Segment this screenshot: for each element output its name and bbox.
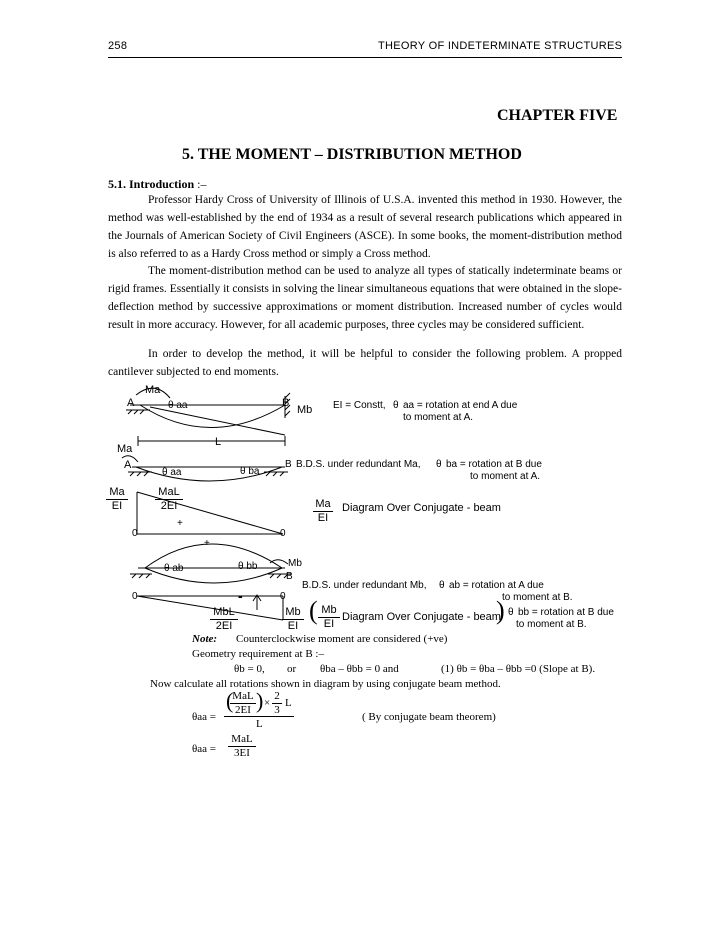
zero-3: 0: [132, 591, 138, 602]
theta-aa-lhs-1: θaa =: [192, 711, 216, 723]
frac-mbl-2ei: MbL 2EI: [210, 606, 238, 633]
frac-2-3: $\frac{2}{3}$: [272, 690, 282, 717]
zero-4: 0: [280, 591, 286, 602]
fig2-desc-2: to moment at A.: [470, 471, 541, 482]
eq-part-1: θb = 0,: [234, 663, 265, 675]
fig2-theta-symbol: θ: [436, 459, 442, 470]
eq-part-3: (1) θb = θba – θbb =0 (Slope at B).: [441, 663, 596, 675]
paragraph-1: Professor Hardy Cross of University of Illinois of U.S.A. invented this method in 1930. However, the method was well-established by the end of 1934 as a result of several research publications which appeared in the Journals of American Society of Civil Engineers (ASCE). In some books, the moment-distribution method is also referred to as a Hardy Cross method or simply a Cross method.: [108, 194, 622, 260]
l-factor: L: [285, 697, 292, 709]
label-b-2: B: [285, 459, 292, 470]
label-theta-aa-1: θ aa: [168, 400, 188, 411]
eq-paren-open: (: [226, 688, 234, 713]
fig3-lead: B.D.S. under redundant Mb,: [302, 580, 427, 591]
note-text: Counterclockwise moment are considered (+ve): [236, 633, 448, 645]
page-number: 258: [108, 40, 128, 52]
fig1-note: EI = Constt,: [333, 400, 386, 411]
chapter-label: CHAPTER FIVE: [497, 107, 618, 124]
label-l: L: [215, 436, 222, 448]
plus-sign-1: +: [177, 518, 183, 529]
minus-sign: -: [238, 588, 243, 604]
label-ma-2: Ma: [117, 443, 133, 455]
label-mb-1: Mb: [297, 404, 313, 416]
section-title: Introduction: [129, 177, 195, 191]
label-b-1: B: [282, 397, 290, 409]
eq-or: or: [287, 663, 297, 675]
frac-mb-ei-1: $\frac{Mb}{EI}$: [282, 606, 304, 633]
frac-ma-ei-left: $\frac{Ma}{EI}$: [106, 486, 128, 513]
chapter-title: 5. THE MOMENT – DISTRIBUTION METHOD: [182, 146, 522, 163]
fig2-desc-1: ba = rotation at B due: [446, 459, 542, 470]
eq-paren-close: ): [256, 688, 264, 713]
fig3-desc-1: ab = rotation at A due: [449, 580, 544, 591]
fig2-lead: B.D.S. under redundant Ma,: [296, 459, 421, 470]
eq-part-2: θba – θbb = 0 and: [320, 663, 399, 675]
denominator-l: L: [256, 718, 263, 730]
paragraph-3: In order to develop the method, it will be helpful to consider the following problem. A propped cantilever subjected to end moments.: [108, 348, 622, 378]
running-title: THEORY OF INDETERMINATE STRUCTURES: [378, 40, 623, 52]
note-label: Note:: [192, 633, 218, 645]
label-theta-ab: θ ab: [164, 563, 184, 574]
fig3-bb-desc-1: bb = rotation at B due: [518, 607, 614, 618]
frac-mb-ei-2: $\frac{Mb}{EI}$: [318, 604, 340, 631]
fig3-bb-theta-symbol: θ: [508, 607, 514, 618]
geometry-requirement: Geometry requirement at B :–: [192, 648, 324, 660]
fig1-desc-2: to moment at A.: [403, 412, 474, 423]
label-theta-ba: θ ba: [240, 466, 260, 477]
frac-ma-ei-right: $\frac{Ma}{EI}$: [313, 498, 333, 525]
fig3-theta-symbol: θ: [439, 580, 445, 591]
zero-2: 0: [280, 528, 286, 539]
section-suffix: :–: [194, 177, 207, 191]
times-sign: ×: [264, 697, 271, 709]
fig3-desc-2: to moment at B.: [502, 592, 573, 603]
label-theta-bb: θ bb: [238, 561, 258, 572]
fig3-bb-desc-2: to moment at B.: [516, 619, 587, 630]
fig1-theta-symbol: θ: [393, 400, 399, 411]
label-b-3: B: [286, 571, 293, 582]
calc-text: Now calculate all rotations shown in diagram by using conjugate beam method.: [150, 678, 501, 690]
plus-sign-2: +: [204, 538, 210, 549]
theta-aa-lhs-2: θaa =: [192, 743, 216, 755]
frac-mal-2ei: MaL 2EI: [155, 486, 183, 513]
conj-label-2: Diagram Over Conjugate - beam: [342, 611, 501, 623]
label-a-2: A: [124, 459, 132, 471]
conjugate-theorem: ( By conjugate beam theorem): [362, 711, 496, 723]
paren-open: (: [309, 596, 318, 625]
section-number: 5.1.: [108, 177, 126, 191]
label-ma-top: Ma: [145, 384, 161, 396]
label-theta-aa-2: θ aa: [162, 467, 182, 478]
label-mb-2: Mb: [288, 558, 302, 569]
label-a-1: A: [127, 397, 135, 409]
main-fraction-bar: [224, 716, 294, 717]
paren-close: ): [496, 596, 505, 625]
paragraph-2: The moment-distribution method can be used to analyze all types of statically indeterminate beams or rigid frames. Essentially it consists in solving the linear simultaneous equations that were obtained in the slope-deflection method by successive approximations or moment distribution. Increased number of cycles would result in more accuracy. However, for all academic purposes, three cycles may be considered sufficient.: [108, 265, 622, 331]
zero-1: 0: [132, 528, 138, 539]
fig1-desc-1: aa = rotation at end A due: [403, 400, 518, 411]
conj-label-1: Diagram Over Conjugate - beam: [342, 502, 501, 514]
frac-mal-3ei: MaL 3EI: [228, 733, 256, 760]
frac-mal-2ei-eq: MaL 2EI: [230, 690, 256, 717]
